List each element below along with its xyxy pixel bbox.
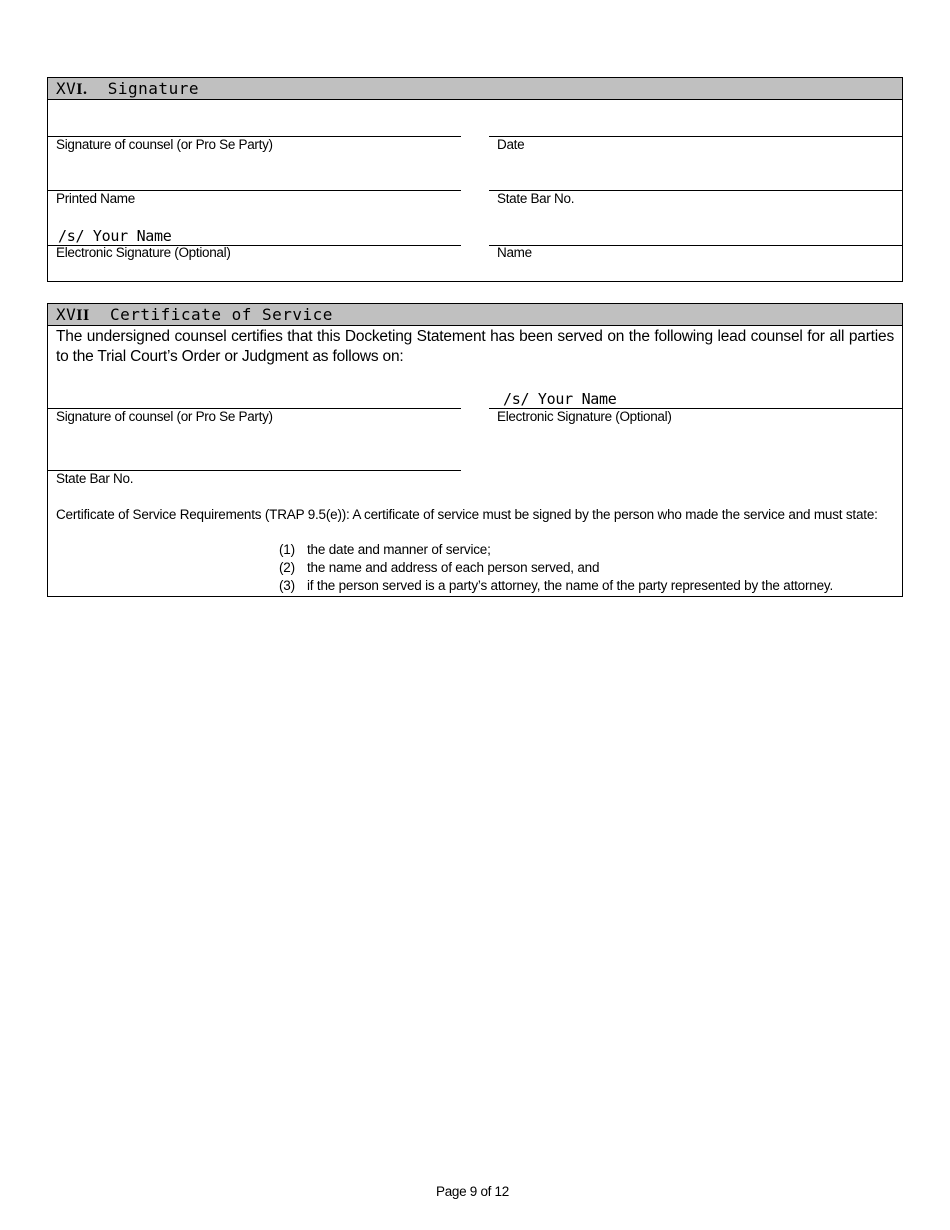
name-line[interactable] <box>489 245 902 246</box>
section-number-bold: II <box>76 307 90 324</box>
requirement-number: (3) <box>279 578 295 593</box>
page-number: Page 9 of 12 <box>436 1184 509 1199</box>
electronic-signature-label: Electronic Signature (Optional) <box>497 409 672 424</box>
printed-name-label: Printed Name <box>56 191 135 206</box>
section-number: XV <box>56 79 77 98</box>
section-title: Signature <box>107 79 199 98</box>
requirement-item <box>279 560 599 575</box>
certification-text: The undersigned counsel certifies that this Docketing Statement has been served on the following lead counsel for all parties to the Trial Court’s Order or Judgment as follows on: <box>56 328 894 365</box>
requirement-item <box>279 578 833 593</box>
signature-of-counsel-label: Signature of counsel (or Pro Se Party) <box>56 137 273 152</box>
signature-of-counsel-label: Signature of counsel (or Pro Se Party) <box>56 409 273 424</box>
state-bar-label: State Bar No. <box>56 471 134 486</box>
date-line[interactable] <box>489 136 902 137</box>
state-bar-label: State Bar No. <box>497 191 575 206</box>
certificate-requirements-text: Certificate of Service Requirements (TRAP 9.5(e)): A certificate of service must be signed by the person who made the service and must state: <box>56 507 878 522</box>
electronic-signature-label: Electronic Signature (Optional) <box>56 245 231 260</box>
date-label: Date <box>497 137 525 152</box>
requirement-text: if the person served is a party’s attorney, the name of the party represented by the attorney. <box>307 578 834 593</box>
name-label: Name <box>497 245 532 260</box>
requirement-text: the date and manner of service; <box>307 542 491 557</box>
requirement-number: (2) <box>279 560 295 575</box>
certificate-section-header <box>48 304 902 326</box>
section-number: XV <box>56 305 77 324</box>
electronic-signature-value[interactable]: /s/ Your Name <box>58 227 172 245</box>
section-title: Certificate of Service <box>109 305 333 324</box>
requirement-item <box>279 542 491 557</box>
requirement-number: (1) <box>279 542 295 557</box>
electronic-signature-value[interactable]: /s/ Your Name <box>503 390 617 408</box>
section-number-bold: I. <box>76 81 88 98</box>
requirement-text: the name and address of each person served, and <box>307 560 600 575</box>
signature-section-header <box>48 78 902 100</box>
